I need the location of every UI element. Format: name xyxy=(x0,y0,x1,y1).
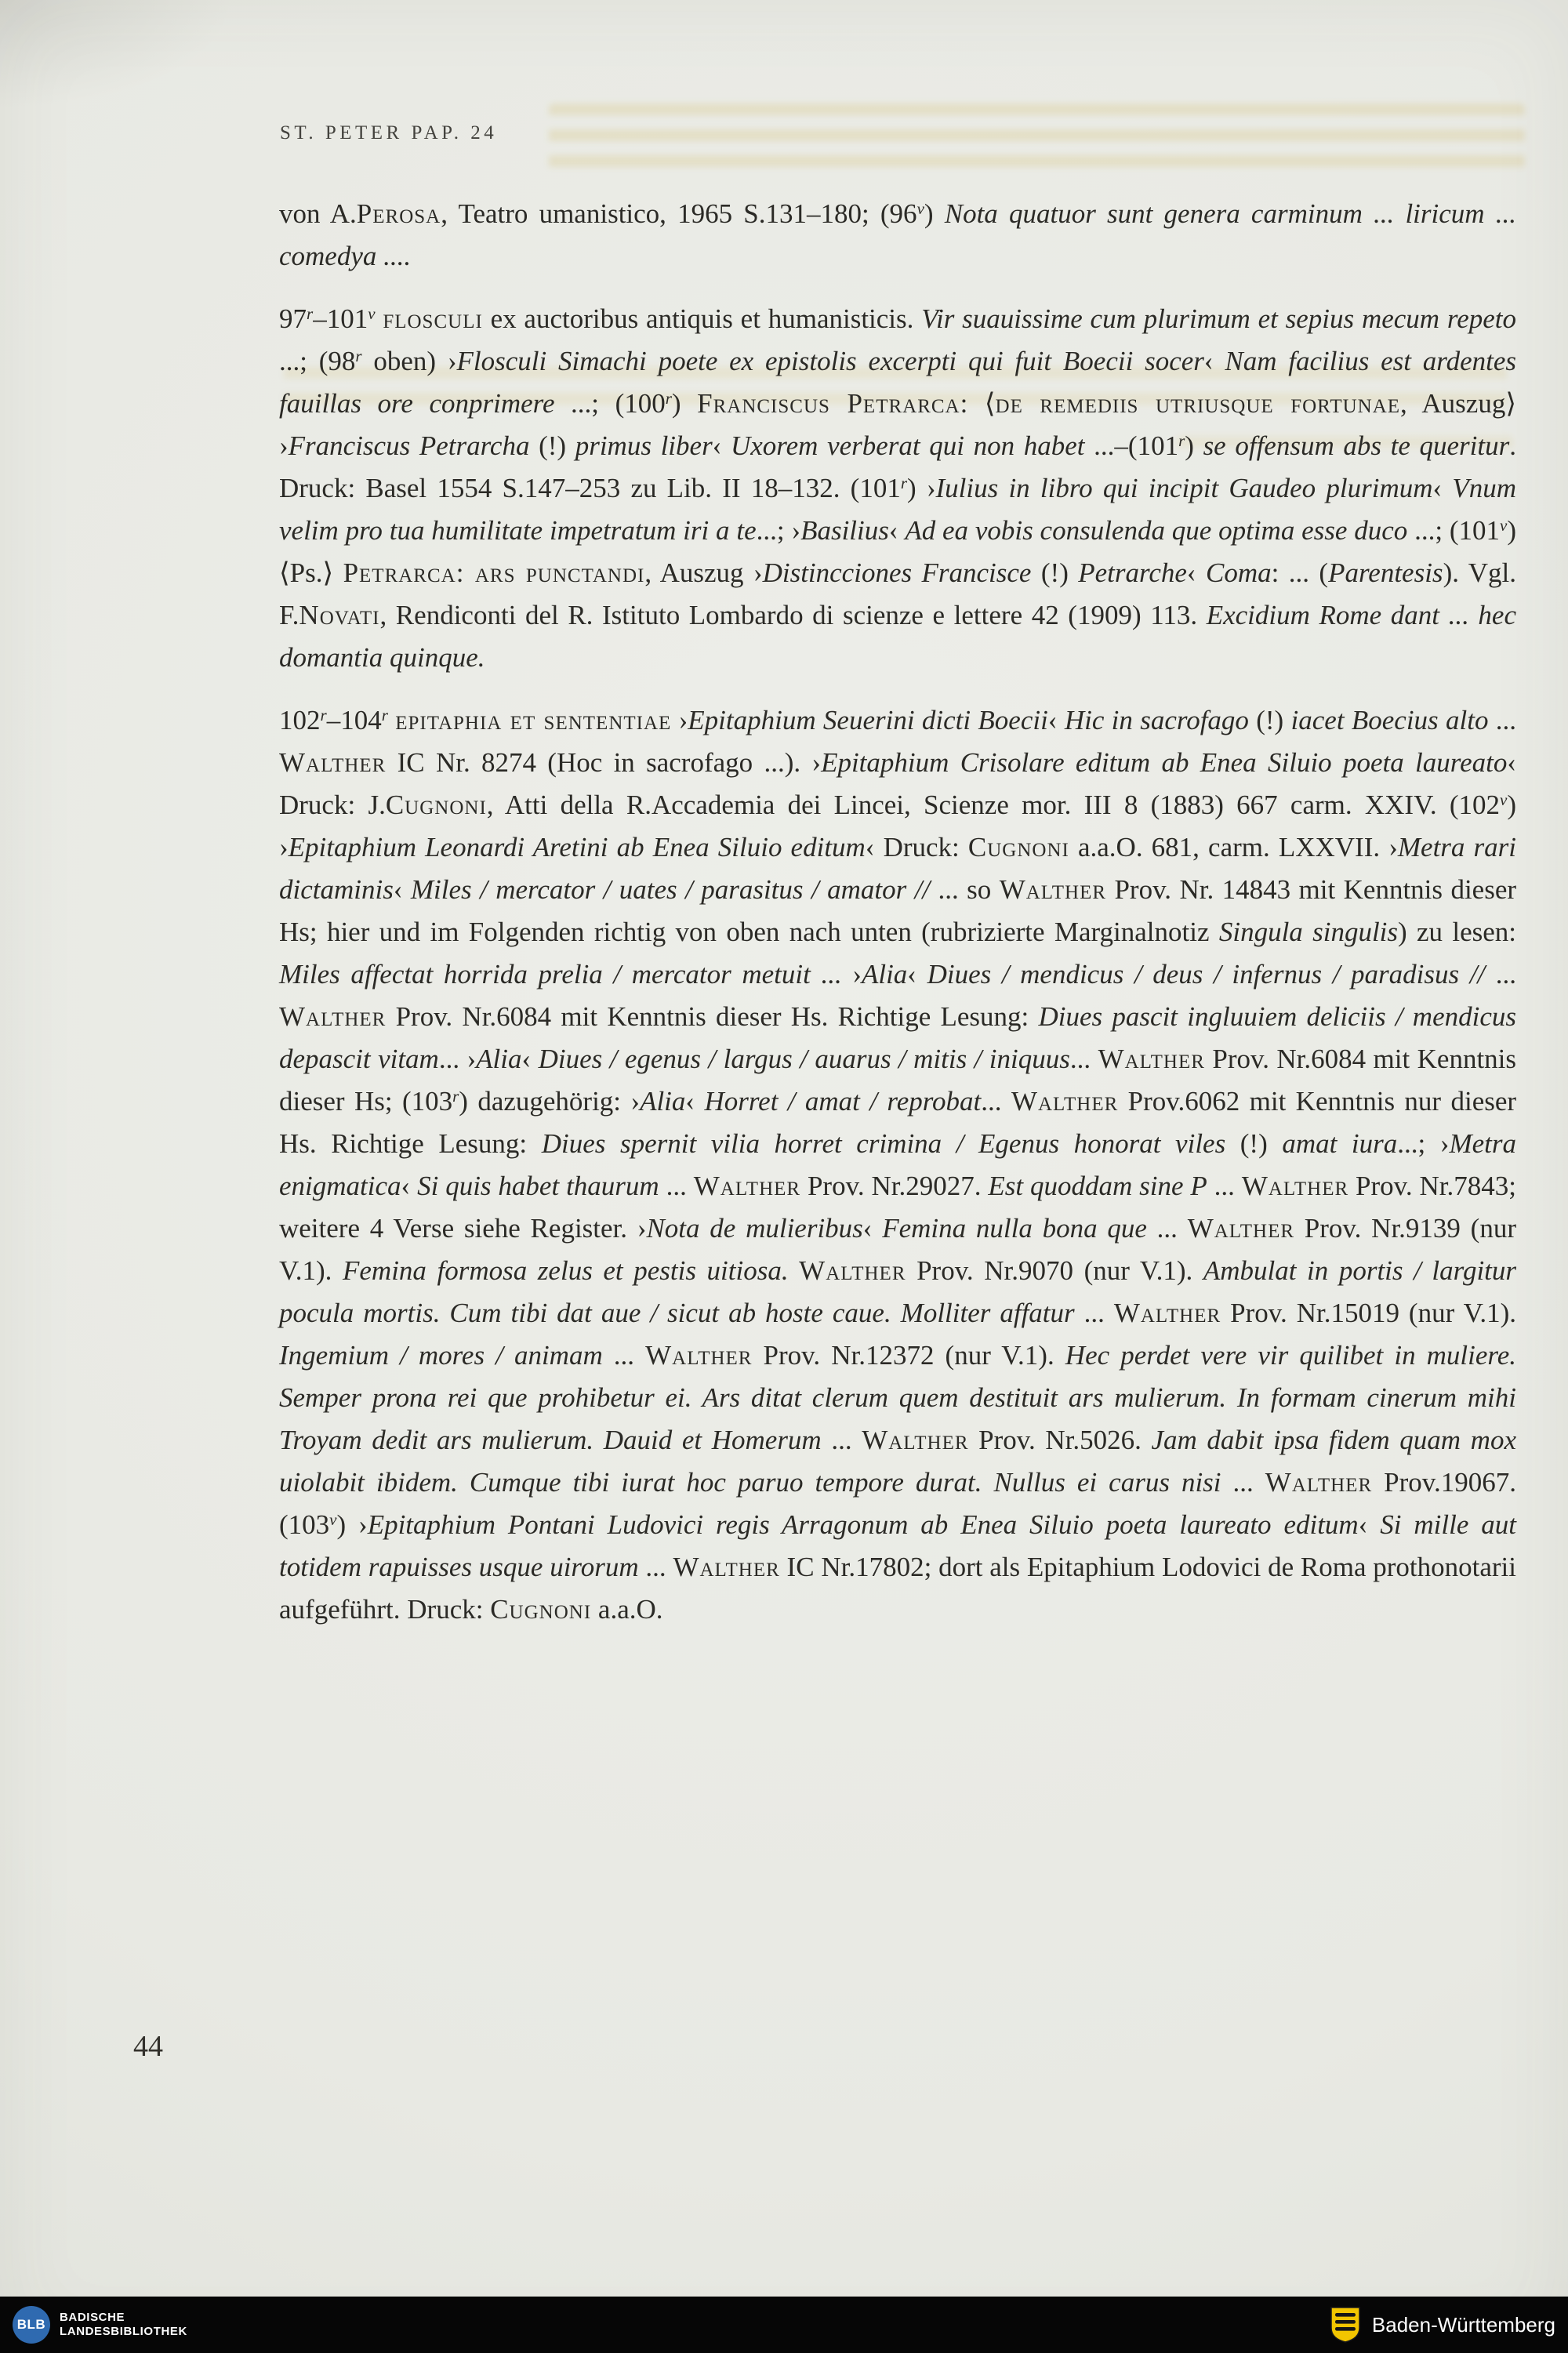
catalog-paragraph-1: von A.Perosa, Teatro umanistico, 1965 S.131–180; (96$^v$) Nota quatuor sunt genera carminum ... liricum ... comedya .... xyxy=(279,198,1516,271)
state-name: Baden-Württemberg xyxy=(1371,2312,1555,2337)
library-name-line2: LANDESBIBLIOTHEK xyxy=(60,2325,187,2338)
catalog-paragraph-2: 97$^r$–101$^v$ flosculi ex auctoribus antiquis et humanisticis. Vir suauissime cum plurimum et sepius mecum repeto ...; (98$^r$ oben) ›Flosculi Simachi poete ex epistolis excerpti qui fuit Boecii socer‹ Nam facilius est ardentes fauillas ore conprimere ...; (100$^r$) Franciscus Petrarca: ⟨de remediis utriusque fortunae, Auszug⟩ ›Franciscus Petrarcha (!) primus liber‹ Uxorem verberat qui non habet ...–(101$^r$) se offensum abs te queritur. Druck: Basel 1554 S.147–253 zu Lib. II 18–132. (101$^r$) ›Iulius in libro qui incipit Gaudeo plurimum‹ Vnum velim pro tua humilitate impetratum iri a te...; ›Basilius‹ Ad ea vobis consulenda que optima esse duco ...; (101$^v$) ⟨Ps.⟩ Petrarca: ars punctandi, Auszug ›Distincciones Francisce (!) Petrarche‹ Coma: ... (Parentesis). Vgl. F.Novati, Rendiconti del R. Istituto Lombardo di scienze e lettere 42 (1909) 113. Excidium Rome dant ... hec domantia quinque. xyxy=(279,303,1517,673)
catalog-paragraph-3: 102$^r$–104$^r$ epitaphia et sententiae ›Epitaphium Seuerini dicti Boecii‹ Hic in sacrofago (!) iacet Boecius alto ... Walther IC Nr. 8274 (Hoc in sacrofago ...). ›Epitaphium Crisolare editum ab Enea Siluio poeta laureato‹ Druck: J.Cugnoni, Atti della R.Accademia dei Lincei, Scienze mor. III 8 (1883) 667 carm. XXIV. (102$^v$) ›Epitaphium Leonardi Aretini ab Enea Siluio editum‹ Druck: Cugnoni a.a.O. 681, carm. LXXVII. ›Metra rari dictaminis‹ Miles / mercator / uates / parasitus / amator // ... so Walther Prov. Nr. 14843 mit Kenntnis dieser Hs; hier und im Folgenden richtig von oben nach unten (rubrizierte Marginalnotiz Singula singulis) zu lesen: Miles affectat horrida prelia / mercator metuit ... ›Alia‹ Diues / mendicus / deus / infernus / paradisus // ... Walther Prov. Nr.6084 mit Kenntnis dieser Hs. Richtige Lesung: Diues pascit ingluuiem deliciis / mendicus depascit vitam... ›Alia‹ Diues / egenus / largus / auarus / mitis / iniquus... Walther Prov. Nr.6084 mit Kenntnis dieser Hs; (103$^r$) dazugehörig: ›Alia‹ Horret / amat / reprobat... Walther Prov.6062 mit Kenntnis nur dieser Hs. Richtige Lesung: Diues spernit vilia horret crimina / Egenus honorat viles (!) amat iura...; ›Metra enigmatica‹ Si quis habet thaurum ... Walther Prov. Nr.29027. Est quoddam sine P ... Walther Prov. Nr.7843; weitere 4 Verse siehe Register. ›Nota de mulieribus‹ Femina nulla bona que ... Walther Prov. Nr.9139 (nur V.1). Femina formosa zelus et pestis uitiosa. Walther Prov. Nr.9070 (nur V.1). Ambulat in portis / largitur pocula mortis. Cum tibi dat aue / sicut ab hoste caue. Molliter affatur ... Walther Prov. Nr.15019 (nur V.1). Ingemium / mores / animam ... Walther Prov. Nr.12372 (nur V.1). Hec perdet vere vir quilibet in muliere. Semper prona rei que prohibetur ei. Ars ditat clerum quem destituit ars mulierum. In formam cinerum mihi Troyam dedit ars mulierum. Dauid et Homerum ... Walther Prov. Nr.5026. Jam dabit ipsa fidem quam mox uiolabit ibidem. Cumque tibi iurat hoc paruo tempore durat. Nullus ei carus nisi ... Walther Prov.19067. (103$^v$) ›Epitaphium Pontani Ludovici regis Arragonum ab Enea Siluio poeta laureato editum‹ Si mille aut totidem rapuisses usque uirorum ... Walther IC Nr.17802; dort als Epitaphium Lodovici de Roma prothonotarii aufgeführt. Druck: Cugnoni a.a.O. xyxy=(279,705,1517,1625)
show-through-artifact xyxy=(549,103,1525,176)
scan-corner-shadow xyxy=(0,0,235,110)
baden-wuerttemberg-coat-of-arms-icon xyxy=(1330,2306,1361,2344)
library-brand xyxy=(13,2306,187,2344)
text-block xyxy=(279,193,1516,1651)
blb-logo-icon xyxy=(13,2306,50,2344)
library-name-line1: BADISCHE xyxy=(60,2311,125,2324)
library-name xyxy=(60,2311,187,2339)
page-number: 44 xyxy=(133,2030,163,2063)
running-head: ST. PETER PAP. 24 xyxy=(280,122,498,143)
state-brand xyxy=(1330,2306,1555,2344)
footer-bar xyxy=(0,2297,1568,2353)
blb-logo-text: BLB xyxy=(16,2317,46,2332)
